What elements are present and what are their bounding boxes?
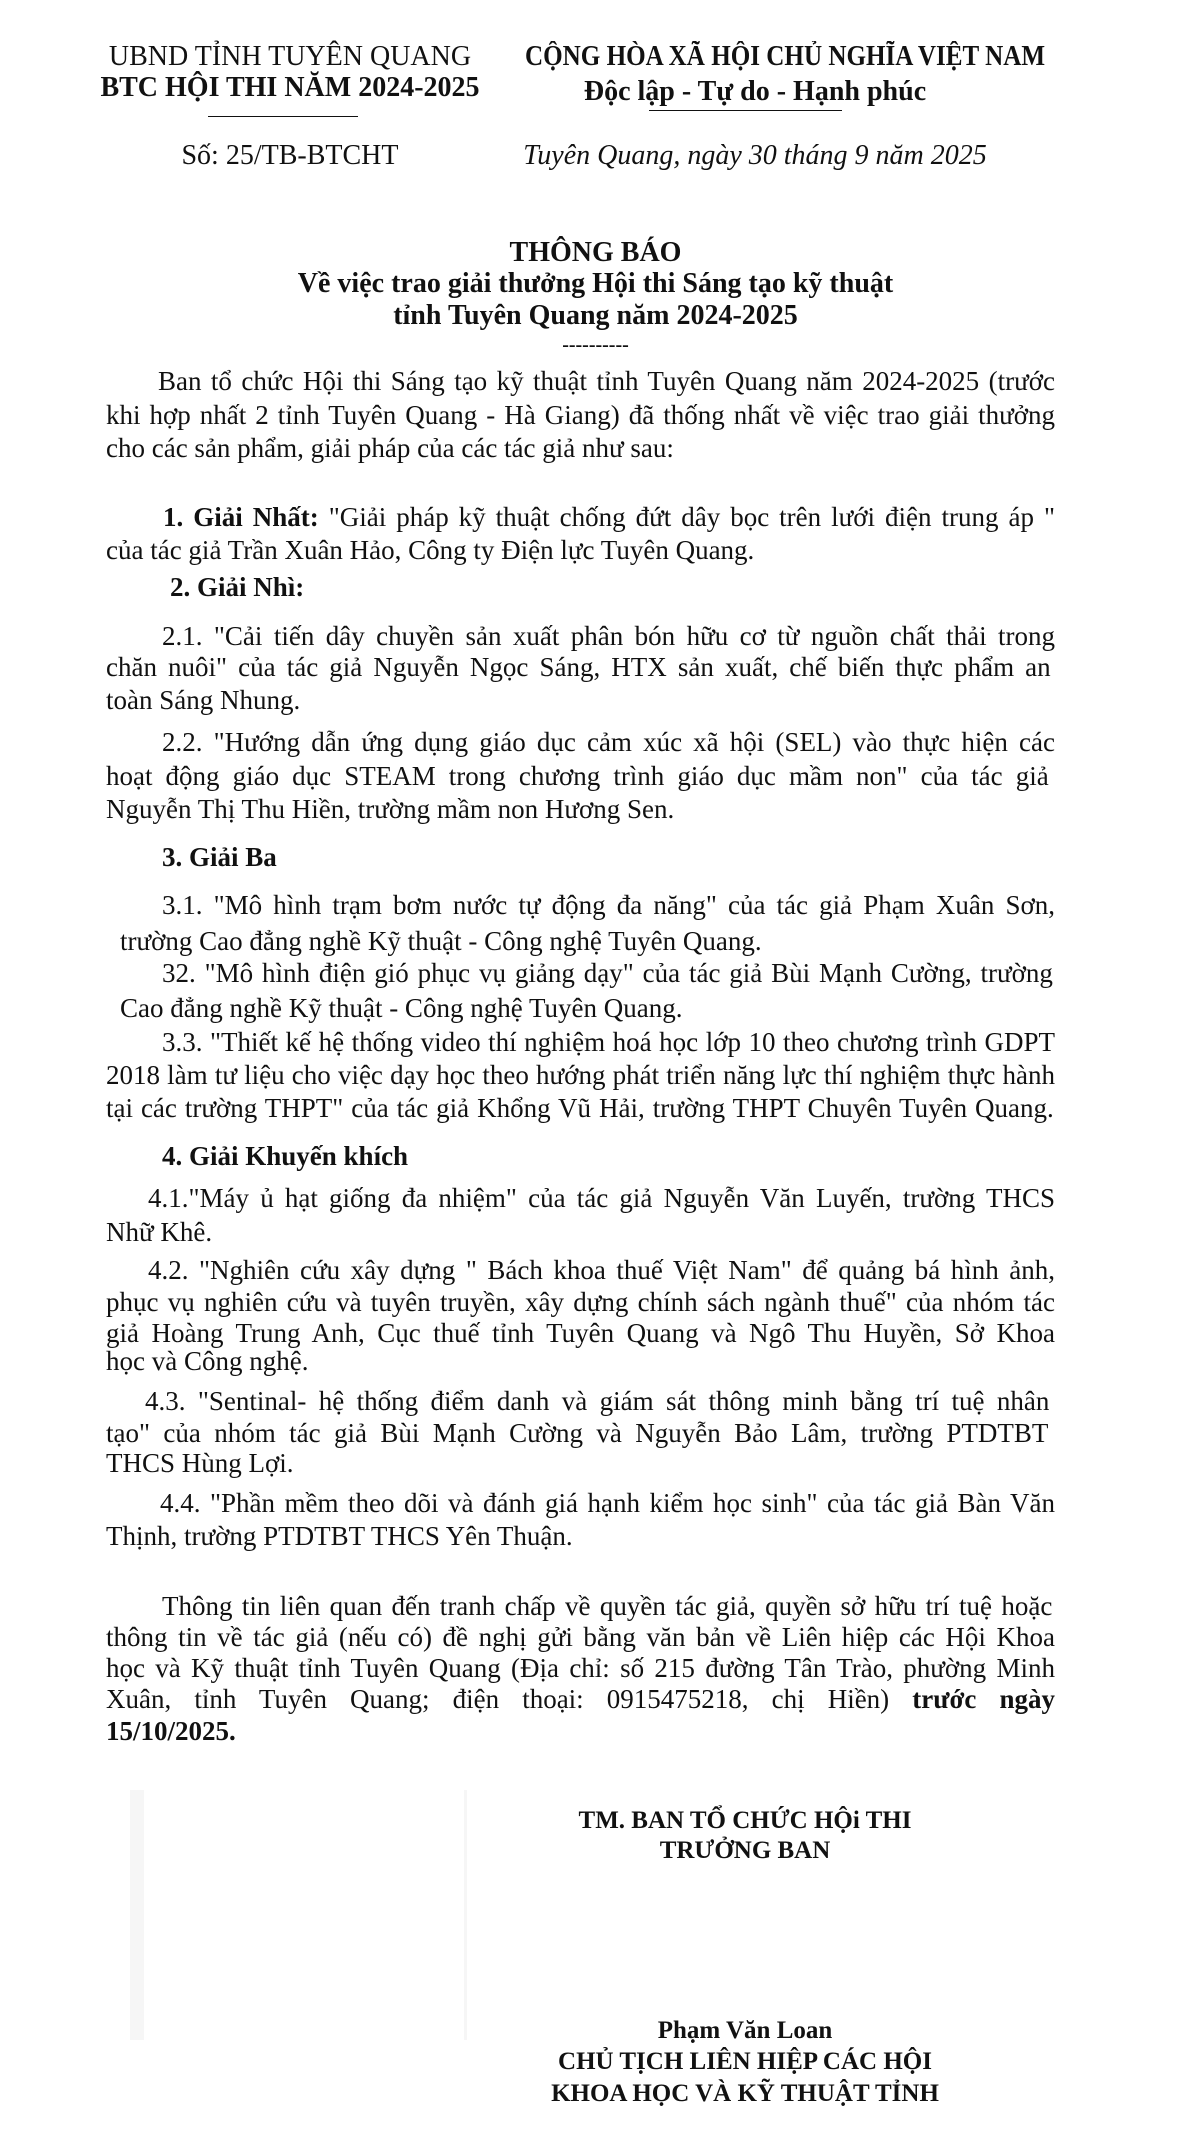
intro-line: khi hợp nhất 2 tỉnh Tuyên Quang - Hà Giang) đã thống nhất về việc trao giải thưởng [106,400,1055,430]
prize-item-line: 3.3. "Thiết kế hệ thống video thí nghiệm hoá học lớp 10 theo chương trình GDPT [162,1027,1055,1057]
national-motto: Độc lập - Tự do - Hạnh phúc [583,76,927,107]
prize-item-line: tại các trường THPT" của tác giả Khổng Vũ Hải, trường THPT Chuyên Tuyên Quang. [106,1093,1054,1123]
closing-line: thông tin về tác giả (nếu có) đề nghị gửi bằng văn bản về Liên hiệp các Hội Khoa [106,1622,1055,1652]
issuing-authority: UBND TỈNH TUYÊN QUANG [108,41,472,72]
prize-item-line: 4.1."Máy ủ hạt giống đa nhiệm" của tác giả Nguyễn Văn Luyến, trường THCS [148,1183,1055,1213]
encouragement-prize-heading: 4. Giải Khuyến khích [162,1141,409,1171]
first-prize-line: của tác giả Trần Xuân Hảo, Công ty Điện lực Tuyên Quang. [106,535,755,565]
prize-item-line: hoạt động giáo dục STEAM trong chương trình giáo dục mầm non" của tác giả [106,761,1049,791]
prize-item-line: phục vụ nghiên cứu và tuyên truyền, xây dựng chính sách ngành thuế" của nhóm tác [106,1287,1055,1317]
prize-item-line: 4.3. "Sentinal- hệ thống điểm danh và giám sát thông minh bằng trí tuệ nhân [145,1386,1050,1416]
second-prize-heading: 2. Giải Nhì: [170,572,305,602]
prize-item-line: tạo" của nhóm tác giả Bùi Mạnh Cường và Nguyễn Bảo Lâm, trường PTDTBT [106,1418,1049,1448]
faint-stamp-bleed [130,1790,467,2040]
prize-item-line: 4.4. "Phần mềm theo dõi và đánh giá hạnh kiểm học sinh" của tác giả Bàn Văn [160,1488,1055,1518]
signature-position: TRƯỞNG BAN [659,1837,831,1864]
header-left-underline [208,116,358,117]
prize-item-line: 3.1. "Mô hình trạm bơm nước tự động đa năng" của tác giả Phạm Xuân Sơn, [162,890,1055,920]
closing-line: Thông tin liên quan đến tranh chấp về quyền tác giả, quyền sở hữu trí tuệ hoặc [162,1591,1053,1621]
motto-underline [649,110,842,111]
prize-item-line: Cao đẳng nghề Kỹ thuật - Công nghệ Tuyên Quang. [120,993,683,1023]
third-prize-heading: 3. Giải Ba [162,842,277,872]
prize-item-line: trường Cao đẳng nghề Kỹ thuật - Công nghệ Tuyên Quang. [120,926,762,956]
place-and-date: Tuyên Quang, ngày 30 tháng 9 năm 2025 [523,140,987,171]
signer-name: Phạm Văn Loan [657,2017,833,2044]
prize-item-line: 2018 làm tư liệu cho việc dạy học theo hướng phát triển năng lực thí nghiệm thực hành [106,1060,1055,1090]
intro-line: Ban tổ chức Hội thi Sáng tạo kỹ thuật tỉnh Tuyên Quang năm 2024-2025 (trước [158,366,1055,396]
prize-item-line: 2.2. "Hướng dẫn ứng dụng giáo dục cảm xúc xã hội (SEL) vào thực hiện các [162,727,1055,757]
prize-item-line: THCS Hùng Lợi. [106,1448,294,1478]
signature-on-behalf: TM. BAN TỔ CHỨC HỘi THI [578,1807,912,1834]
prize-item-line: 2.1. "Cải tiến dây chuyền sản xuất phân bón hữu cơ từ nguồn chất thải trong [162,621,1055,651]
prize-item-line: chăn nuôi" của tác giả Nguyễn Ngọc Sáng, HTX sản xuất, chế biến thực phẩm an [106,652,1051,682]
prize-item-line: 32. "Mô hình điện gió phục vụ giảng dạy" của tác giả Bùi Mạnh Cường, trường [162,958,1053,988]
prize-item-line: học và Công nghệ. [106,1346,309,1376]
document-title: THÔNG BÁO [509,237,682,268]
first-prize-label: 1. Giải Nhất: [163,502,319,532]
organizing-committee: BTC HỘI THI NĂM 2024-2025 [100,72,480,103]
prize-item-line: toàn Sáng Nhung. [106,685,301,715]
deadline-prefix: trước ngày [912,1684,1055,1714]
signer-title-line-2: KHOA HỌC VÀ KỸ THUẬT TỈNH [551,2080,939,2107]
closing-line: Xuân, tỉnh Tuyên Quang; điện thoại: 0915475218, chị Hiền) trước ngày [106,1684,1055,1714]
document-subject-line-2: tỉnh Tuyên Quang năm 2024-2025 [393,300,798,331]
prize-item-line: Nhữ Khê. [106,1217,213,1247]
prize-item-line: Nguyễn Thị Thu Hiền, trường mầm non Hương Sen. [106,794,675,824]
signer-title-line-1: CHỦ TỊCH LIÊN HIỆP CÁC HỘI [558,2048,932,2075]
title-separator: ---------- [562,334,629,356]
prize-item-line: giả Hoàng Trung Anh, Cục thuế tỉnh Tuyên Quang và Ngô Thu Huyền, Sở Khoa [106,1318,1055,1348]
prize-item-line: Thịnh, trường PTDTBT THCS Yên Thuận. [106,1521,573,1551]
prize-item-line: 4.2. "Nghiên cứu xây dựng " Bách khoa thuế Việt Nam" để quảng bá hình ảnh, [148,1255,1055,1285]
intro-line: cho các sản phẩm, giải pháp của các tác giả như sau: [106,433,674,463]
document-number: Số: 25/TB-BTCHT [181,140,399,171]
deadline-date: 15/10/2025. [106,1716,236,1746]
first-prize-line: 1. Giải Nhất: "Giải pháp kỹ thuật chống đứt dây bọc trên lưới điện trung áp " [163,502,1055,532]
closing-line: học và Kỹ thuật tỉnh Tuyên Quang (Địa chỉ: số 215 đường Tân Trào, phường Minh [106,1653,1055,1683]
national-title: CỘNG HÒA XÃ HỘI CHỦ NGHĨA VIỆT NAM [525,41,1046,72]
document-subject-line-1: Về việc trao giải thưởng Hội thi Sáng tạo kỹ thuật [297,268,894,299]
